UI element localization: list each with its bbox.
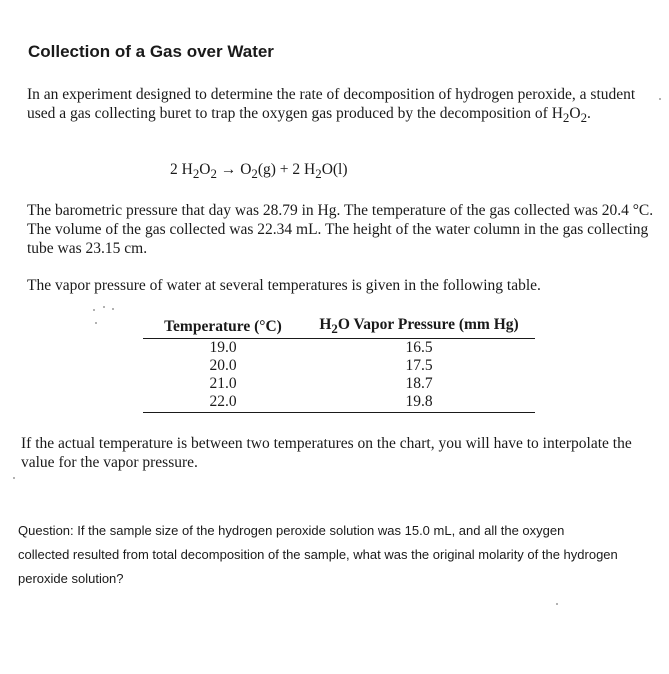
cell-vapor-pressure: 18.7 — [405, 375, 433, 393]
cell-vapor-pressure: 16.5 — [405, 339, 433, 357]
header-vapor-pressure — [303, 315, 535, 339]
interpolation-note: If the actual temperature is between two temperatures on the chart, you will have to interpolate the value for the vapor pressure. — [21, 435, 632, 471]
eq-sub: 2 — [315, 166, 322, 182]
table-row — [143, 375, 535, 393]
table-intro: The vapor pressure of water at several temperatures is given in the following table. — [27, 277, 541, 294]
conditions-paragraph: The barometric pressure that day was 28.79 in Hg. The temperature of the gas collected was 20.4 °C. The volume of the gas collected was 22.34 mL. The height of the water column in the gas collecting tube was 23.15 cm. — [27, 202, 654, 257]
header-rest: O Vapor Pressure (mm Hg) — [337, 316, 519, 333]
header-sub: 2 — [331, 321, 338, 337]
eq-sub: 2 — [192, 166, 200, 182]
eq-reactant-o: O — [199, 161, 211, 178]
eq-arrow: → — [216, 161, 241, 178]
eq-product-h: H — [304, 161, 316, 178]
cell-vapor-pressure: 19.8 — [303, 393, 535, 413]
eq-reactant-h: H — [181, 161, 193, 178]
table-row — [143, 357, 535, 375]
cell-temperature: 19.0 — [209, 339, 237, 357]
eq-product-rest: O(l) — [321, 161, 348, 178]
scan-speck — [659, 98, 661, 100]
vapor-pressure-table — [143, 315, 535, 413]
reaction-equation — [170, 160, 348, 183]
scan-speck — [103, 306, 105, 308]
eq-sub: 2 — [251, 166, 258, 182]
scan-speck — [556, 603, 558, 605]
formula-h: H — [551, 105, 563, 122]
header-temperature: Temperature (°C) — [143, 315, 303, 339]
table-row — [143, 393, 535, 413]
cell-temperature: 21.0 — [209, 375, 237, 393]
formula-o: O — [569, 105, 581, 122]
table-row — [143, 339, 535, 358]
header-h: H — [319, 316, 332, 333]
scan-speck — [13, 477, 15, 479]
table-header-row — [143, 315, 535, 339]
cell-vapor-pressure: 17.5 — [405, 357, 433, 375]
cell-temperature: 20.0 — [209, 357, 237, 375]
formula-sub: 2 — [562, 110, 570, 126]
formula-sub: 2 — [580, 110, 588, 126]
page-title: Collection of a Gas over Water — [28, 42, 274, 61]
eq-state: (g) + 2 — [257, 161, 305, 178]
intro-text: In an experiment designed to determine the rate of decomposition of hydrogen peroxide, a student used a gas collecting buret to trap the oxygen gas produced by the decomposition of — [27, 86, 636, 122]
question-text: Question: If the sample size of the hydrogen peroxide solution was 15.0 mL, and all the oxygen collected resulted from total decomposition of the sample, what was the original molarity of the hydrogen peroxide solution? — [18, 523, 618, 586]
intro-paragraph — [27, 85, 639, 127]
intro-period: . — [587, 105, 591, 122]
eq-sub: 2 — [210, 166, 217, 182]
cell-temperature: 22.0 — [143, 393, 303, 413]
eq-coefficient: 2 — [170, 161, 182, 178]
scan-speck — [95, 322, 97, 324]
scan-speck — [112, 308, 114, 310]
eq-product-o: O — [240, 161, 252, 178]
scan-speck — [93, 309, 95, 311]
intro-formula — [551, 105, 588, 126]
